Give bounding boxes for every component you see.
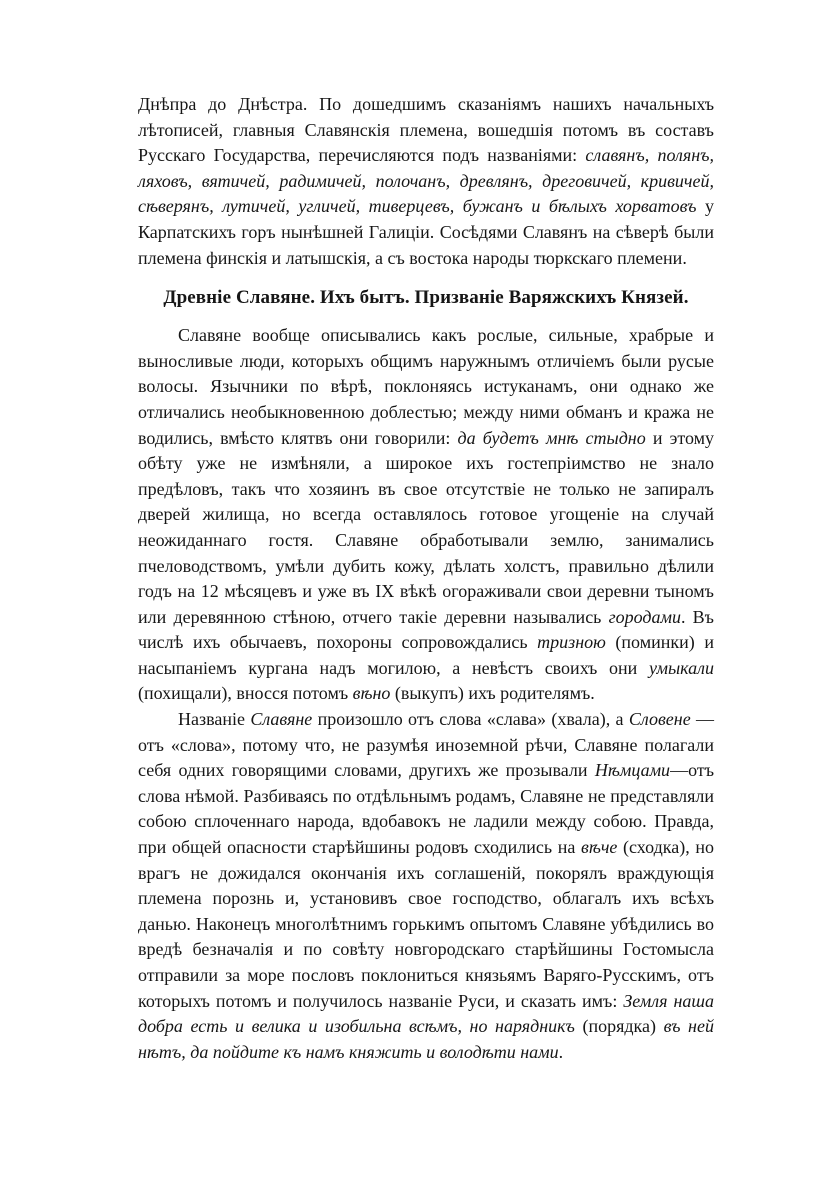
text-segment: —отъ слова нѣмой. Разбиваясь по отдѣльнымъ родамъ, Славяне не представляли собою сплоченнаго народа, вдобавокъ не ладили между собою. Правда, при общей опасности старѣйшины родовъ сходились на: [138, 760, 714, 858]
italic-text-segment: славянъ, полянъ, ляховъ, вятичей, радимичей, полочанъ, древлянъ, дреговичей, кривичей, сѣверянъ, лутичей, угличей, тиверцевъ, бужанъ и бѣлыхъ хорватовъ: [138, 145, 714, 217]
text-segment: (сходка), но врагъ не дожидался окончанія ихъ соглашеній, покорялъ враждующія племена порознь и, установивъ свое господство, облагалъ ихъ всѣхъ данью. Наконецъ многолѣтнимъ горькимъ опытомъ Славяне убѣдились во вредѣ безначалія и по совѣту новгородскаго старѣйшины Гостомысла отправили за море пословъ поклониться князьямъ Варяго-Русскимъ, отъ которыхъ потомъ и получилось названіе Руси, и сказать имъ:: [138, 837, 714, 1011]
italic-text-segment: Славяне: [250, 709, 313, 730]
text-segment: и этому обѣту уже не измѣняли, а широкое ихъ гостепріимство не знало предѣловъ, такъ что хозяинъ въ свое отсутствіе не только не запиралъ дверей жилища, но всегда оставлялось готовое угощеніе на случай неожиданнаго гостя. Славяне обработывали землю, занимались пчеловодствомъ, умѣли дубить кожу, дѣлать холстъ, правильно дѣлили годъ на 12 мѣсяцевъ и уже въ IX вѣкѣ огораживали свои деревни тыномъ или деревянною стѣною, отчего такіе деревни назывались: [138, 427, 714, 627]
text-segment: . Въ числѣ ихъ обычаевъ, похороны сопровождались: [138, 606, 714, 653]
text-segment: Названіе: [178, 709, 251, 730]
section-heading-text: Древніе Славяне. Ихъ бытъ. Призваніе Варяжскихъ Князей.: [163, 287, 689, 309]
body-paragraph-name: [138, 707, 714, 1065]
italic-text-segment: умыкали: [648, 657, 714, 678]
section-heading: [138, 285, 714, 311]
body-paragraph-life: [138, 323, 714, 707]
text-segment: произошло отъ слова «слава» (хвала), а: [312, 709, 629, 730]
text-segment: (поминки) и насыпаніемъ кургана надъ могилою, а невѣстъ своихъ они: [138, 632, 714, 678]
text-segment: .: [558, 1041, 564, 1062]
text-segment: (порядка): [574, 1016, 664, 1037]
document-page: [138, 92, 714, 1065]
text-segment: — отъ «слова», потому что, не разумѣя иноземной рѣчи, Славяне полагали себя одних говорящими словами, другихъ же прозывали: [138, 709, 715, 781]
italic-text-segment: тризною: [537, 632, 606, 653]
italic-text-segment: городами: [608, 606, 681, 627]
text-segment: Славяне вообще описывались какъ рослые, сильные, храбрые и выносливые люди, которыхъ общимъ наружнымъ отличіемъ были русые волосы. Язычники по вѣрѣ, поклоняясь истуканамъ, они однако же отличались необыкновенною доблестью; между ними обманъ и кража не водились, вмѣсто клятвъ они говорили:: [138, 325, 714, 448]
italic-text-segment: вѣче: [581, 837, 618, 858]
text-segment: Днѣпра до Днѣстра. По дошедшимъ сказаніямъ нашихъ начальныхъ лѣтописей, главныя Славянскія племена, вошедшія потомъ въ составъ Русскаго Государства, перечисляются подъ названіями:: [138, 94, 714, 166]
text-segment: (похищали), вносся потомъ: [138, 683, 353, 704]
italic-text-segment: въ ней нѣтъ, да пойдите къ намъ княжить и володѣти нами: [138, 1016, 714, 1062]
italic-text-segment: Земля наша добра есть и велика и изобильна всѣмъ, но нарядникъ: [138, 990, 714, 1037]
italic-text-segment: вѣно: [352, 683, 391, 704]
text-segment: (выкупъ) ихъ родителямъ.: [390, 683, 595, 704]
text-segment: у Карпатскихъ горъ нынѣшней Галиціи. Сосѣдями Славянъ на сѣверѣ были племена финскія и латышскія, а съ востока народы тюркскаго племени.: [138, 196, 714, 268]
italic-text-segment: да будетъ мнѣ стыдно: [457, 427, 646, 448]
italic-text-segment: Нѣмцами: [594, 760, 671, 781]
intro-paragraph: [138, 92, 714, 271]
italic-text-segment: Словене: [628, 709, 691, 730]
